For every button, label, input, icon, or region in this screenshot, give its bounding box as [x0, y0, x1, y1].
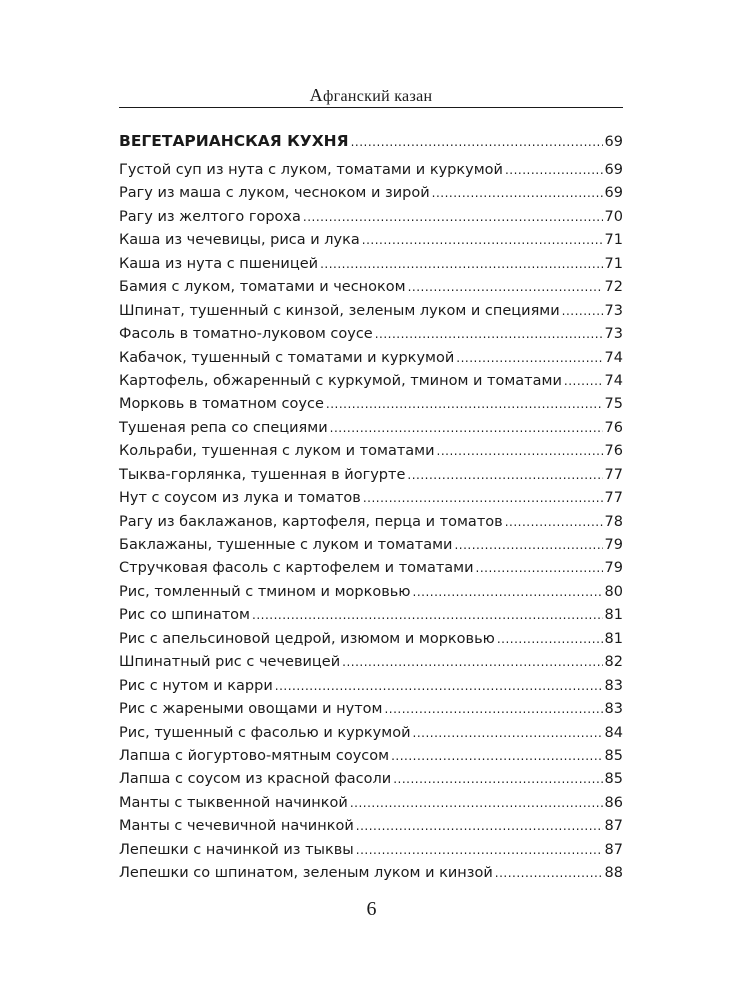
dot-leader: [413, 722, 603, 745]
toc-entry-page-number: 79: [604, 560, 623, 577]
toc-entry-title: Рис, томленный с тмином и морковью: [119, 583, 411, 600]
dot-leader: [476, 557, 603, 580]
toc-entry: [119, 440, 623, 463]
toc-entry: [119, 534, 623, 557]
dot-leader: [564, 370, 603, 393]
toc-entry: [119, 581, 623, 604]
toc-entry-title: Стручковая фасоль с картофелем и томатами: [119, 560, 474, 577]
toc-entry-page-number: 79: [604, 537, 623, 553]
toc-entry: [119, 417, 623, 440]
toc-entry-page-number: 72: [604, 279, 623, 296]
toc-entry: [119, 253, 623, 276]
section-title: ВЕГЕТАРИАНСКАЯ КУХНЯ: [119, 132, 349, 150]
toc-entry-title: Рагу из маша с луком, чесноком и зирой: [119, 185, 430, 202]
toc-entry: [119, 792, 623, 815]
toc-entry-page-number: 85: [604, 747, 623, 764]
toc-entry-page-number: 88: [604, 865, 623, 882]
toc-entry-title: Шпинатный рис с чечевицей: [119, 654, 341, 671]
toc-entry: [119, 347, 623, 370]
toc-entry-title: Лепешки с начинкой из тыквы: [119, 841, 354, 858]
toc-entry-title: Густой суп из нута с луком, томатами и куркумой: [119, 162, 503, 178]
toc-entry-page-number: 83: [604, 677, 623, 694]
dot-leader: [303, 206, 603, 229]
dot-leader: [505, 511, 603, 534]
toc-entry-page-number: 73: [604, 302, 623, 319]
toc-entry-title: Рис с нутом и карри: [119, 677, 273, 694]
toc-entry-page-number: 73: [604, 326, 623, 343]
dot-leader: [275, 675, 603, 698]
toc-entry-title: Шпинат, тушенный с кинзой, зеленым луком и специями: [119, 302, 560, 319]
dot-leader: [495, 862, 603, 885]
dot-leader: [320, 253, 602, 276]
dot-leader: [356, 839, 603, 862]
toc-entry-page-number: 87: [604, 841, 623, 858]
toc-entry-title: Бамия с луком, томатами и чесноком: [119, 279, 406, 296]
dot-leader: [350, 792, 603, 815]
dot-leader: [330, 417, 603, 440]
dot-leader: [454, 534, 602, 557]
toc-entry-title: Тыква-горлянка, тушенная в йогурте: [119, 466, 406, 483]
toc-entry-title: Кабачок, тушенный с томатами и куркумой: [119, 349, 455, 366]
dot-leader: [407, 464, 602, 487]
toc-entry: [119, 722, 623, 745]
dot-leader: [375, 323, 603, 346]
toc-entry-title: Кольраби, тушенная с луком и томатами: [119, 443, 435, 460]
toc-entry-title: Баклажаны, тушенные с луком и томатами: [119, 537, 453, 553]
toc-entry-page-number: 81: [604, 630, 623, 647]
toc-entry: [119, 768, 623, 791]
toc-entry-page-number: 71: [604, 255, 623, 272]
toc-entry-page-number: 78: [604, 513, 623, 530]
toc-entry: [119, 487, 623, 510]
dot-leader: [505, 159, 603, 182]
toc-entry: [119, 651, 623, 674]
section-page-number: 69: [604, 134, 623, 150]
dot-leader: [362, 229, 603, 252]
toc-entry: [119, 464, 623, 487]
dot-leader: [326, 393, 603, 416]
toc-entry: [119, 839, 623, 862]
toc-entry-page-number: 83: [604, 701, 623, 718]
toc-entry-title: Нут с соусом из лука и томатов: [119, 490, 361, 507]
running-head: [119, 84, 623, 106]
toc-entry-page-number: 69: [604, 162, 623, 178]
toc-entry: [119, 628, 623, 651]
dot-leader: [356, 815, 603, 838]
toc-entry-page-number: 84: [604, 724, 623, 741]
toc-entry: [119, 675, 623, 698]
dot-leader: [497, 628, 603, 651]
toc-entry-title: Рис со шпинатом: [119, 607, 250, 624]
toc-entry: [119, 698, 623, 721]
toc-entry: [119, 862, 623, 885]
toc-entry: [119, 557, 623, 580]
toc-entry-page-number: 77: [604, 490, 623, 507]
dot-leader: [384, 698, 602, 721]
toc-entry-title: Лапша с йогуртово-мятным соусом: [119, 747, 390, 764]
dot-leader: [363, 487, 603, 510]
toc-entry-title: Лапша с соусом из красной фасоли: [119, 771, 392, 788]
toc-entry: [119, 370, 623, 393]
toc-entry: [119, 815, 623, 838]
section-heading: [119, 126, 623, 156]
header-rule: [119, 107, 623, 108]
toc-entry-page-number: 81: [604, 607, 623, 624]
dot-leader: [391, 745, 602, 768]
toc-entry-title: Лепешки со шпинатом, зеленым луком и кинзой: [119, 865, 493, 882]
toc-entry-title: Рагу из баклажанов, картофеля, перца и томатов: [119, 513, 503, 530]
toc-entry-page-number: 75: [604, 396, 623, 413]
table-of-contents: [119, 126, 623, 886]
toc-entry-title: Каша из нута с пшеницей: [119, 255, 319, 272]
dot-leader: [432, 182, 603, 205]
toc-entry-title: Тушеная репа со специями: [119, 419, 328, 436]
toc-entry-page-number: 76: [604, 419, 623, 436]
dot-leader: [342, 651, 602, 674]
toc-entry-page-number: 87: [604, 818, 623, 835]
toc-entry-page-number: 74: [604, 349, 623, 366]
dot-leader: [252, 604, 603, 627]
toc-entry-title: Рис с жареными овощами и нутом: [119, 701, 383, 718]
toc-entry-page-number: 74: [604, 372, 623, 389]
toc-entry-page-number: 76: [604, 443, 623, 460]
toc-entry-page-number: 77: [604, 466, 623, 483]
running-head-initial: А: [309, 85, 323, 105]
dot-leader: [393, 768, 602, 791]
toc-entry-title: Фасоль в томатно-луковом соусе: [119, 326, 373, 343]
toc-entry-page-number: 70: [604, 208, 623, 225]
dot-leader: [456, 347, 602, 370]
page-number: 6: [366, 898, 377, 920]
toc-entry: [119, 604, 623, 627]
toc-entry-page-number: 82: [604, 654, 623, 671]
toc-entry: [119, 300, 623, 323]
toc-entry: [119, 393, 623, 416]
dot-leader: [408, 276, 603, 299]
toc-entry: [119, 229, 623, 252]
toc-entry-title: Рагу из желтого гороха: [119, 208, 301, 225]
toc-entry-title: Картофель, обжаренный с куркумой, тмином и томатами: [119, 372, 562, 389]
toc-entry-page-number: 85: [604, 771, 623, 788]
toc-entry: [119, 276, 623, 299]
toc-entry-title: Манты с чечевичной начинкой: [119, 818, 354, 835]
toc-entry-title: Рис, тушенный с фасолью и куркумой: [119, 724, 411, 741]
toc-entry: [119, 206, 623, 229]
toc-entry-page-number: 69: [604, 185, 623, 202]
toc-entry-title: Рис с апельсиновой цедрой, изюмом и морковью: [119, 630, 495, 647]
toc-entry-title: Каша из чечевицы, риса и лука: [119, 232, 360, 249]
toc-entry-title: Манты с тыквенной начинкой: [119, 794, 348, 811]
toc-entry: [119, 159, 623, 182]
toc-entry: [119, 511, 623, 534]
dot-leader: [351, 127, 603, 157]
toc-entry-title: Морковь в томатном соусе: [119, 396, 324, 413]
toc-entry-page-number: 71: [604, 232, 623, 249]
dot-leader: [562, 300, 603, 323]
dot-leader: [413, 581, 603, 604]
toc-entry: [119, 182, 623, 205]
toc-entry: [119, 323, 623, 346]
running-head-text: фганский казан: [322, 88, 433, 105]
toc-entry-page-number: 80: [604, 583, 623, 600]
dot-leader: [437, 440, 603, 463]
toc-entry-page-number: 86: [604, 794, 623, 811]
toc-entry: [119, 745, 623, 768]
